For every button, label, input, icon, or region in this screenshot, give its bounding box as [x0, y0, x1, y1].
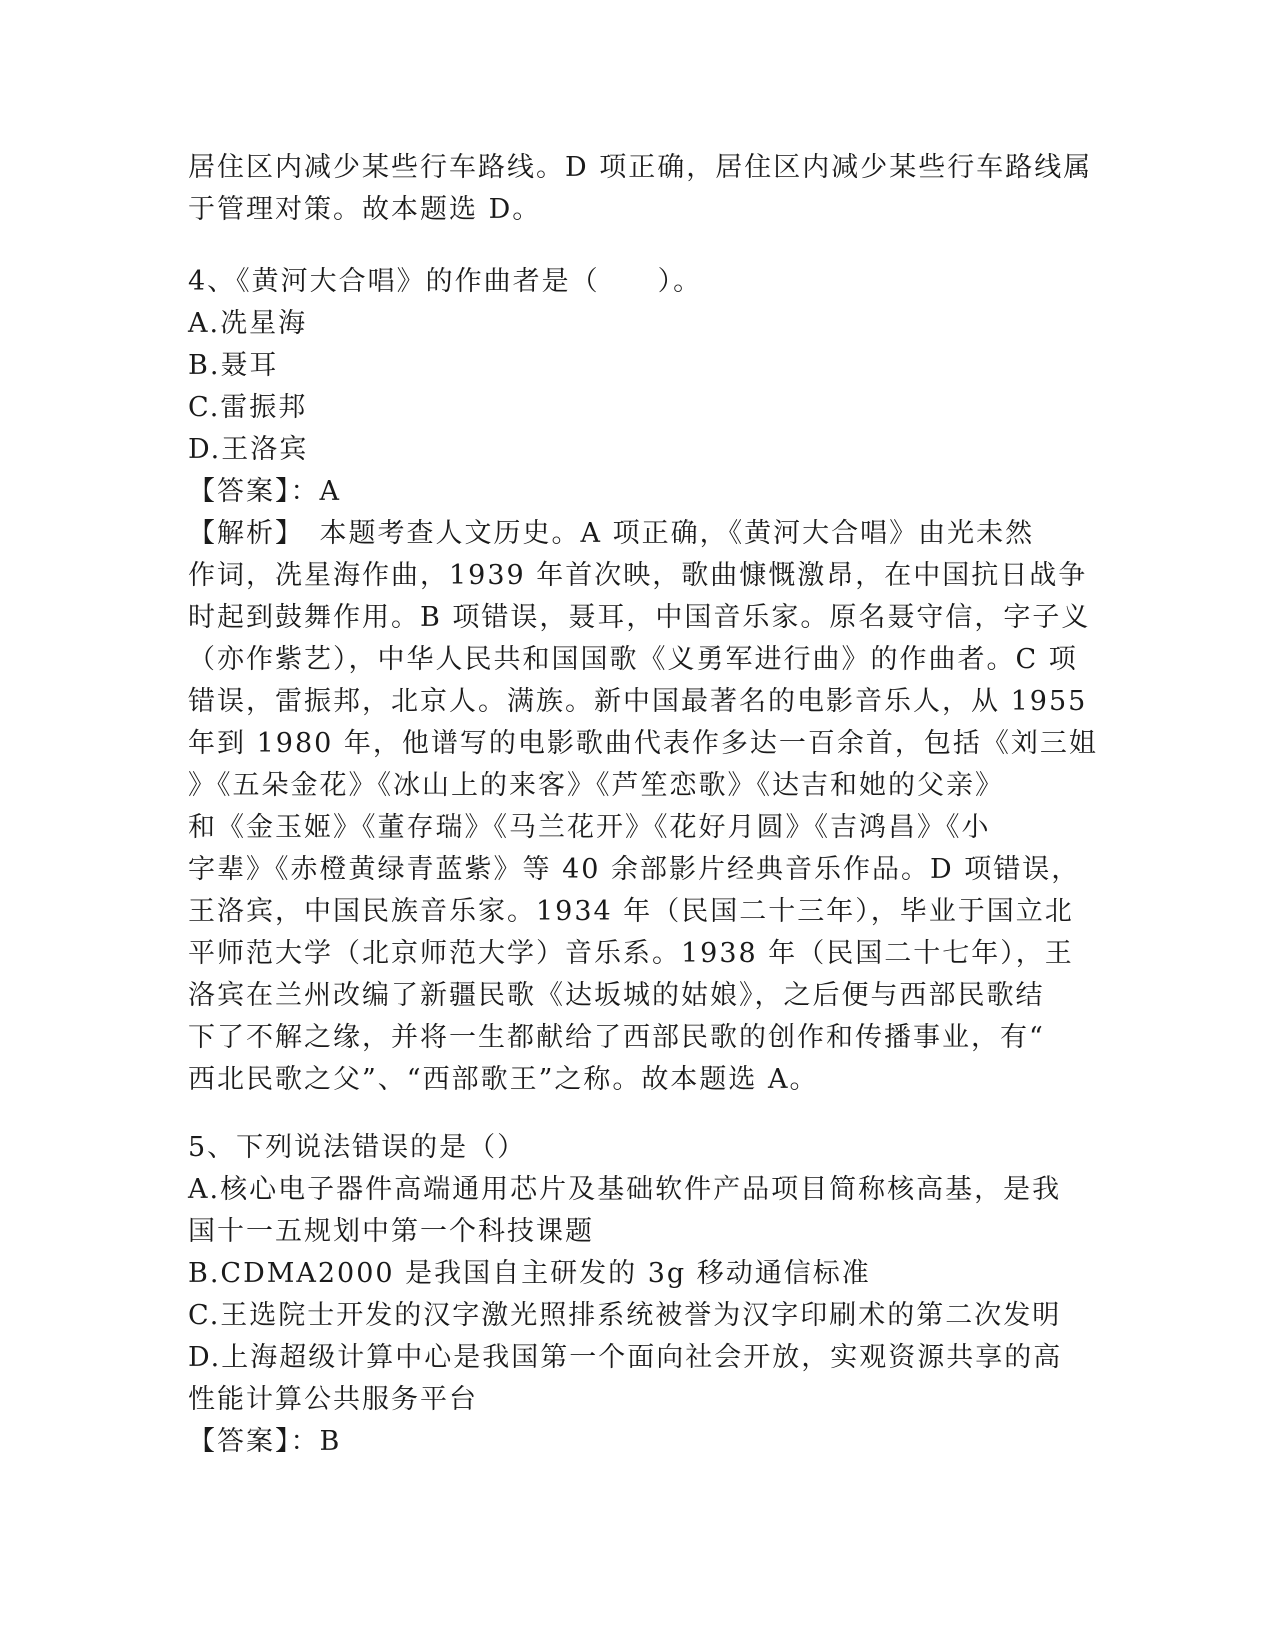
question-text: 5、下列说法错误的是（）: [188, 1132, 527, 1163]
answer-line: 【答案】：A: [188, 476, 341, 507]
question-5: [188, 1127, 1088, 1463]
analysis-line: 年到 1980 年，他谱写的电影歌曲代表作多达一百余首，包括《刘三姐: [188, 728, 1098, 759]
analysis-line: 西北民歌之父”、“西部歌王”之称。故本题选 A。: [188, 1064, 819, 1095]
explanation-line: 居住区内减少某些行车路线。D 项正确，居住区内减少某些行车路线属: [188, 152, 1093, 183]
option-line: 性能计算公共服务平台: [188, 1384, 478, 1415]
option-line: 国十一五规划中第一个科技课题: [188, 1216, 594, 1247]
document-content: [188, 147, 1098, 1463]
option-c: C.雷振邦: [188, 392, 308, 423]
explanation-line: 于管理对策。故本题选 D。: [188, 194, 542, 225]
analysis-line: 【解析】 本题考查人文历史。A 项正确，《黄河大合唱》由光未然: [188, 518, 1035, 549]
analysis-line: 洛宾在兰州改编了新疆民歌《达坂城的姑娘》，之后便与西部民歌结: [188, 980, 1045, 1011]
answer-line: 【答案】：B: [188, 1426, 342, 1457]
analysis-line: 字辈》《赤橙黄绿青蓝紫》等 40 余部影片经典音乐作品。D 项错误，: [188, 854, 1081, 885]
option-line: B.CDMA2000 是我国自主研发的 3g 移动通信标准: [188, 1258, 871, 1289]
option-b: B.聂耳: [188, 350, 279, 381]
analysis-line: 王洛宾，中国民族音乐家。1934 年（民国二十三年），毕业于国立北: [188, 896, 1074, 927]
analysis-line: 错误，雷振邦，北京人。满族。新中国最著名的电影音乐人，从 1955: [188, 686, 1088, 717]
option-d: D.王洛宾: [188, 434, 309, 465]
previous-explanation: [188, 147, 1093, 231]
question-text: 4、《黄河大合唱》的作曲者是（ ）。: [188, 266, 703, 297]
option-line: C.王选院士开发的汉字激光照排系统被誉为汉字印刷术的第二次发明: [188, 1300, 1062, 1331]
analysis-line: 》《五朵金花》《冰山上的来客》《芦笙恋歌》《达吉和她的父亲》: [188, 770, 1004, 801]
option-line: A.核心电子器件高端通用芯片及基础软件产品项目简称核高基，是我: [188, 1174, 1062, 1205]
option-line: D.上海超级计算中心是我国第一个面向社会开放，实观资源共享的高: [188, 1342, 1063, 1373]
analysis-line: 和《金玉姬》《董存瑞》《马兰花开》《花好月圆》《吉鸿昌》《小: [188, 812, 991, 843]
analysis-line: （亦作紫艺），中华人民共和国国歌《义勇军进行曲》的作曲者。C 项: [188, 644, 1078, 675]
analysis-line: 时起到鼓舞作用。B 项错误，聂耳，中国音乐家。原名聂守信，字子义: [188, 602, 1091, 633]
analysis-line: 平师范大学（北京师范大学）音乐系。1938 年（民国二十七年），王: [188, 938, 1074, 969]
analysis-line: 下了不解之缘，并将一生都献给了西部民歌的创作和传播事业，有“: [188, 1022, 1045, 1053]
question-4: [188, 261, 1098, 1101]
option-a: A.冼星海: [188, 308, 308, 339]
analysis-line: 作词，冼星海作曲，1939 年首次映，歌曲慷慨激昂，在中国抗日战争: [188, 560, 1088, 591]
